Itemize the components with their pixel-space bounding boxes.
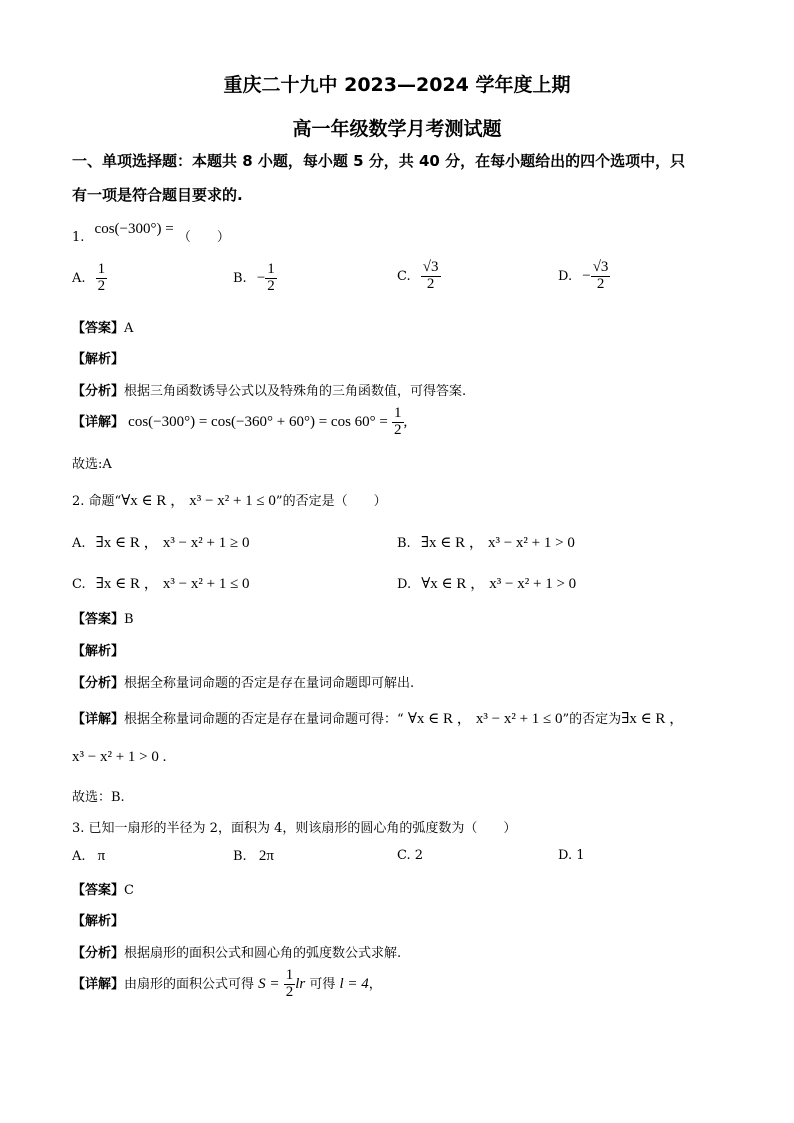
option-label: D. — [558, 268, 573, 284]
option-value: π — [97, 848, 106, 864]
detail-text: 根据全称量词命题的否定是存在量词命题可得：“ — [124, 712, 404, 727]
detail-text: 由扇形的面积公式可得 — [124, 976, 255, 992]
punctuation: , — [403, 413, 408, 430]
q1-detail — [72, 406, 407, 439]
minus-sign: − — [256, 269, 266, 286]
q2-option-b — [397, 531, 575, 552]
option-label: A. — [72, 849, 86, 864]
option-label: B. — [233, 849, 247, 864]
inequality: x³ − x² + 1 ≤ 0 — [475, 711, 563, 727]
q3-solution-header: 【解析】 — [72, 914, 125, 929]
q2-conclusion: 故选：B. — [72, 790, 125, 805]
analysis-label: 【分析】 — [72, 676, 125, 691]
q1-option-b — [233, 262, 277, 295]
q1-option-a — [72, 262, 107, 295]
q3-option-c — [397, 848, 423, 863]
numerator: 1 — [267, 261, 275, 277]
analysis-text: 根据全称量词命题的否定是存在量词命题即可解出. — [124, 676, 415, 691]
formula-lhs: S = — [258, 975, 280, 992]
denominator: 2 — [596, 275, 605, 292]
exam-title-line2: 高一年级数学月考测试题 — [292, 118, 502, 140]
question-number: 2. — [72, 494, 85, 509]
detail-text: ”的否定为 — [562, 712, 622, 727]
analysis-text: 根据三角函数诱导公式以及特殊角的三角函数值，可得答案. — [124, 384, 467, 399]
question-number: 1. — [72, 230, 85, 245]
minus-sign: − — [582, 267, 591, 284]
numerator: √3 — [592, 259, 609, 275]
q3-analysis — [72, 942, 401, 961]
q3-detail — [72, 968, 382, 1001]
stem-text: 命题“ — [88, 494, 122, 509]
q3-option-b — [233, 848, 274, 865]
fraction — [96, 262, 108, 295]
inequality: x³ − x² + 1 ≤ 0 — [189, 493, 276, 509]
q2-detail-line2: x³ − x² + 1 > 0 . — [72, 749, 167, 765]
section-heading-line1: 一、单项选择题：本题共 8 小题，每小题 5 分，共 40 分，在每小题给出的四个选项中，只 — [72, 152, 686, 170]
q3-answer — [72, 879, 134, 898]
result-expression: l = 4 — [339, 975, 369, 992]
section-heading-line2: 有一项是符合题目要求的. — [72, 186, 243, 204]
quantifier: ∃x ∈ R ， — [420, 535, 484, 551]
q1-solution-header: 【解析】 — [72, 352, 125, 367]
denominator: 2 — [97, 277, 106, 294]
answer-value: B — [124, 612, 134, 627]
option-label: A. — [72, 536, 86, 551]
punctuation: ， — [368, 976, 382, 992]
question-1-expression: cos(−300°) = — [94, 221, 174, 237]
answer-parenthesis: （ ） — [177, 230, 230, 245]
q1-answer — [72, 317, 133, 336]
option-label: C. — [72, 577, 86, 592]
inequality: x³ − x² + 1 ≥ 0 — [162, 535, 250, 551]
numerator: 1 — [285, 967, 294, 983]
answer-label: 【答案】 — [72, 321, 125, 336]
analysis-label: 【分析】 — [72, 384, 125, 399]
question-1-stem — [72, 221, 230, 246]
q2-option-d — [397, 572, 576, 593]
denominator: 2 — [426, 275, 435, 292]
stem-text: ”的否定是（ ） — [275, 494, 387, 509]
quantifier: ∀x ∈ R ， — [421, 576, 486, 592]
analysis-text: 根据扇形的面积公式和圆心角的弧度数公式求解. — [124, 946, 402, 961]
numerator: √3 — [422, 259, 439, 275]
option-value: 2 — [414, 848, 424, 863]
answer-value: A — [124, 321, 134, 336]
option-label: B. — [233, 270, 247, 286]
inequality: x³ − x² + 1 > 0 — [489, 576, 577, 592]
option-value: 1 — [576, 848, 585, 863]
inequality: x³ − x² + 1 ≤ 0 — [162, 576, 250, 592]
q2-analysis — [72, 672, 414, 691]
fraction — [591, 260, 611, 293]
q1-analysis — [72, 380, 466, 399]
denominator: 2 — [285, 983, 294, 1000]
q3-option-a — [72, 848, 105, 865]
denominator: 2 — [394, 421, 402, 438]
fraction — [284, 968, 296, 1001]
denominator: 2 — [267, 277, 275, 294]
quantifier: ∀x ∈ R ， — [407, 711, 472, 727]
option-label: C. — [397, 848, 411, 863]
inequality: x³ − x² + 1 > 0 — [487, 535, 575, 551]
answer-label: 【答案】 — [72, 612, 125, 627]
fraction — [265, 262, 277, 295]
quantifier: ∃x ∈ R ， — [621, 711, 685, 727]
option-value: 2π — [258, 848, 274, 864]
option-label: A. — [72, 270, 86, 286]
analysis-label: 【分析】 — [72, 946, 125, 961]
question-3-stem — [72, 817, 516, 836]
numerator: 1 — [394, 405, 402, 421]
detail-label: 【详解】 — [72, 976, 125, 992]
detail-label: 【详解】 — [72, 414, 125, 430]
q2-solution-header: 【解析】 — [72, 644, 125, 659]
stem-text: 已知一扇形的半径为 2，面积为 4，则该扇形的圆心角的弧度数为（ ） — [88, 821, 517, 836]
q2-detail — [72, 707, 684, 728]
q1-option-c — [397, 260, 441, 293]
numerator: 1 — [97, 261, 106, 277]
q1-conclusion: 故选:A — [72, 457, 112, 472]
fraction — [392, 406, 404, 439]
detail-expression: cos(−300°) = cos(−360° + 60°) = cos 60° = — [128, 413, 388, 430]
question-number: 3. — [72, 821, 85, 836]
quantifier: ∃x ∈ R ， — [95, 535, 159, 551]
formula-rhs: lr — [295, 975, 306, 992]
quantifier: ∃x ∈ R ， — [95, 576, 159, 592]
exam-title-line1: 重庆二十九中 2023—2024 学年度上期 — [223, 74, 571, 96]
answer-label: 【答案】 — [72, 883, 125, 898]
question-2-stem — [72, 489, 387, 510]
q2-option-a — [72, 531, 249, 552]
option-label: C. — [397, 268, 411, 284]
option-label: D. — [558, 848, 573, 863]
option-label: B. — [397, 536, 411, 551]
q1-option-d — [558, 260, 610, 293]
option-label: D. — [397, 577, 412, 592]
q2-option-c — [72, 572, 250, 593]
q2-answer — [72, 608, 134, 627]
quantifier: ∀x ∈ R ， — [121, 493, 186, 509]
answer-value: C — [124, 883, 134, 898]
detail-text: 可得 — [309, 976, 336, 992]
fraction — [421, 260, 441, 293]
detail-label: 【详解】 — [72, 712, 125, 727]
q3-option-d — [558, 848, 585, 863]
